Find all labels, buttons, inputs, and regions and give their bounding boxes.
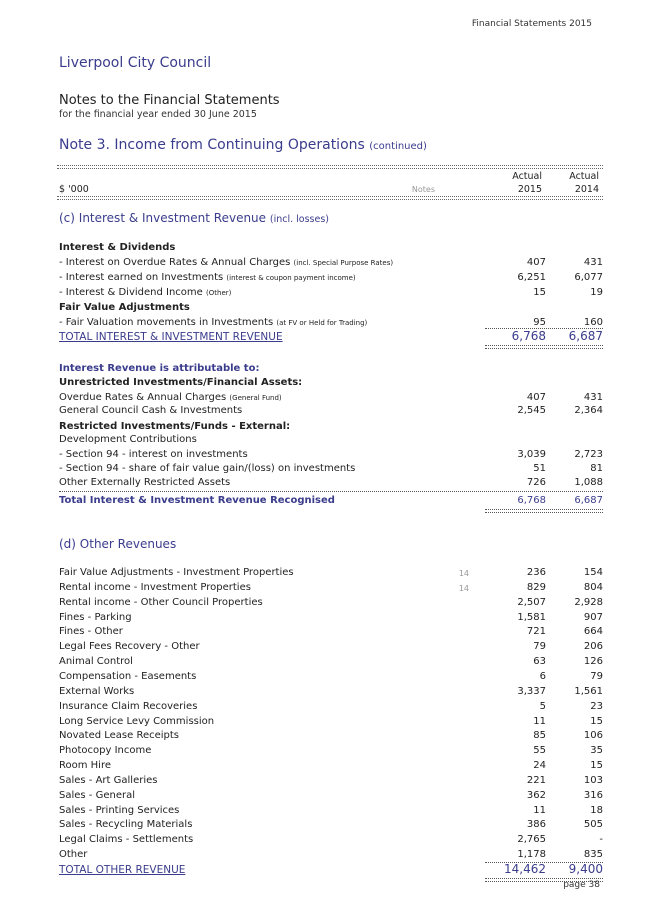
- table-row: [59, 463, 603, 477]
- total-other-2015: 14,462: [504, 862, 546, 876]
- value-2014: 1,561: [574, 685, 603, 697]
- recognised-double-rule-1: [485, 509, 545, 513]
- value-2014: 19: [590, 287, 603, 298]
- row-label: [59, 760, 111, 771]
- value-2014: 505: [583, 819, 603, 831]
- table-row: [59, 730, 603, 744]
- row-label-text: Interest & Dividends: [59, 242, 176, 253]
- value-2014: 804: [583, 581, 603, 593]
- row-label-text: Rental income - Other Council Properties: [59, 596, 263, 608]
- row-label-qualifier: (at FV or Held for Trading): [276, 319, 368, 327]
- row-label: [59, 582, 251, 593]
- value-2015: 55: [533, 745, 546, 757]
- row-label-text: Development Contributions: [59, 434, 197, 445]
- value-2015: 236: [526, 567, 546, 578]
- value-2015: 51: [533, 463, 546, 474]
- attribution-rule: [59, 491, 603, 492]
- table-row: [59, 449, 603, 463]
- value-2015: 6,251: [517, 272, 546, 283]
- row-label-text: Room Hire: [59, 760, 111, 772]
- table-row: [59, 257, 603, 271]
- table-row: [59, 582, 603, 596]
- table-row: [59, 671, 603, 685]
- row-label-qualifier: (incl. Special Purpose Rates): [293, 259, 394, 267]
- total-other-label: TOTAL OTHER REVENUE: [59, 864, 186, 876]
- row-label: [59, 302, 190, 313]
- row-label-text: Fair Value Adjustments - Investment Properties: [59, 567, 294, 578]
- row-label: [59, 641, 200, 652]
- section-c-title: [59, 211, 329, 225]
- value-2015: 407: [526, 257, 546, 268]
- row-label: [59, 272, 356, 283]
- section-c-title-text: (c) Interest & Investment Revenue: [59, 211, 267, 225]
- row-label: [59, 716, 214, 727]
- row-label-text: Fair Value Adjustments: [59, 302, 190, 313]
- row-label-text: Insurance Claim Recoveries: [59, 700, 198, 712]
- row-label-text: - Fair Valuation movements in Investments: [59, 317, 274, 328]
- section-d-title: (d) Other Revenues: [59, 537, 177, 551]
- table-row: [59, 641, 603, 655]
- table-row: [59, 421, 603, 435]
- row-label-text: - Interest on Overdue Rates & Annual Charges: [59, 257, 291, 268]
- row-label: [59, 317, 367, 328]
- row-label-text: Sales - General: [59, 789, 135, 801]
- row-label: [59, 790, 135, 801]
- value-2015: 1,178: [517, 849, 546, 861]
- col1-actual: Actual: [512, 171, 542, 182]
- value-2015: 3,337: [517, 685, 546, 697]
- value-2015: 721: [526, 626, 546, 638]
- total-interest-2015: 6,768: [511, 329, 546, 343]
- subtotal-rule-2: [546, 328, 603, 329]
- row-label-text: Overdue Rates & Annual Charges: [59, 392, 227, 403]
- notes-title: Notes to the Financial Statements: [59, 93, 280, 108]
- table-row: [59, 790, 603, 804]
- row-label-text: Other: [59, 849, 88, 861]
- value-2014: 18: [590, 804, 603, 816]
- table-row: [59, 656, 603, 670]
- col1-year: 2015: [517, 184, 542, 195]
- row-label-text: - Section 94 - interest on investments: [59, 449, 248, 460]
- row-label: [59, 805, 179, 816]
- row-label-text: Rental income - Investment Properties: [59, 581, 251, 593]
- value-2014: 907: [583, 611, 603, 623]
- row-label: [59, 257, 393, 268]
- value-2014: 126: [583, 656, 603, 668]
- row-label: [59, 392, 282, 403]
- row-label: [59, 686, 134, 697]
- table-row: [59, 805, 603, 819]
- value-2014: 316: [583, 789, 603, 801]
- value-2014: 431: [583, 392, 603, 403]
- value-2014: 79: [590, 670, 603, 682]
- subtotal-rule-1: [485, 328, 545, 329]
- row-label-text: - Interest & Dividend Income: [59, 287, 203, 298]
- table-row: [59, 377, 603, 391]
- table-row: [59, 434, 603, 448]
- row-label: [59, 477, 230, 488]
- table-row: [59, 701, 603, 715]
- row-label-text: Photocopy Income: [59, 745, 152, 757]
- row-label: [59, 463, 355, 474]
- value-2014: 15: [590, 715, 603, 727]
- table-row: [59, 363, 603, 377]
- value-2015: 2,765: [517, 834, 546, 846]
- row-label-text: General Council Cash & Investments: [59, 405, 243, 416]
- row-label: [59, 363, 259, 374]
- row-label: [59, 421, 290, 432]
- value-2014: 664: [583, 626, 603, 638]
- row-label-text: Legal Fees Recovery - Other: [59, 641, 200, 653]
- row-label-text: Sales - Art Galleries: [59, 774, 158, 786]
- total-interest-row: [59, 331, 603, 345]
- value-2014: 6,077: [574, 272, 603, 283]
- col2-year: 2014: [574, 184, 599, 195]
- row-label: [59, 834, 193, 845]
- row-label-text: Fines - Other: [59, 626, 123, 638]
- row-label: [59, 656, 133, 667]
- table-row: [59, 287, 603, 301]
- table-row: [59, 612, 603, 626]
- value-2014: 206: [583, 641, 603, 653]
- value-2015: 63: [533, 656, 546, 668]
- row-label: [59, 612, 132, 623]
- value-2015: 407: [526, 392, 546, 403]
- row-label: [59, 819, 192, 830]
- value-2015: 11: [533, 804, 546, 816]
- table-row: [59, 716, 603, 730]
- row-label: [59, 775, 157, 786]
- value-2015: 11: [533, 715, 546, 727]
- row-label: [59, 745, 151, 756]
- recognised-2015: 6,768: [517, 495, 546, 506]
- value-2014: 154: [583, 567, 603, 578]
- recognised-double-rule-2: [546, 509, 603, 513]
- row-label-text: External Works: [59, 685, 135, 697]
- row-label: [59, 377, 302, 388]
- table-row: [59, 242, 603, 256]
- table-row: [59, 477, 603, 491]
- value-2014: 81: [590, 463, 603, 474]
- value-2014: 431: [583, 257, 603, 268]
- row-label: [59, 597, 263, 608]
- table-row: [59, 686, 603, 700]
- value-2015: 829: [526, 581, 546, 593]
- total-double-rule-2: [546, 345, 603, 349]
- row-label-text: Long Service Levy Commission: [59, 715, 215, 727]
- total-interest-label: TOTAL INTEREST & INVESTMENT REVENUE: [59, 331, 283, 343]
- row-label: [59, 730, 179, 741]
- period-subtitle: for the financial year ended 30 June 2015: [59, 109, 257, 120]
- column-header-bottom-rule: [57, 196, 603, 200]
- table-row: [59, 405, 603, 419]
- total-interest-2014: 6,687: [568, 329, 603, 343]
- row-label: [59, 626, 123, 637]
- row-label: [59, 405, 242, 416]
- row-label-text: Fines - Parking: [59, 611, 132, 623]
- row-label-qualifier: (Other): [206, 289, 232, 297]
- section-c-title-suffix: (incl. losses): [269, 214, 329, 225]
- row-label: [59, 242, 175, 253]
- row-label-text: Compensation - Easements: [59, 670, 197, 682]
- value-2014: 1,088: [574, 477, 603, 488]
- recognised-row: [59, 495, 603, 509]
- row-label-text: Unrestricted Investments/Financial Assets:: [59, 377, 303, 388]
- value-2015: 386: [526, 819, 546, 831]
- value-2014: 15: [590, 760, 603, 772]
- row-label: [59, 287, 231, 298]
- recognised-2014: 6,687: [574, 495, 603, 506]
- row-label: [59, 701, 197, 712]
- total-other-2014: 9,400: [568, 862, 603, 876]
- row-label-text: - Interest earned on Investments: [59, 272, 224, 283]
- note-title-text: Note 3. Income from Continuing Operations: [59, 137, 365, 153]
- other-double-rule-1: [485, 878, 545, 882]
- row-label: [59, 434, 197, 445]
- row-label-text: Interest Revenue is attributable to:: [59, 363, 260, 374]
- recognised-label: Total Interest & Investment Revenue Recognised: [59, 495, 335, 506]
- value-2014: 103: [583, 774, 603, 786]
- row-label: [59, 449, 248, 460]
- row-label-text: Sales - Printing Services: [59, 804, 180, 816]
- page-number: page 38: [563, 880, 600, 890]
- row-note-ref: 14: [458, 569, 469, 578]
- table-row: [59, 302, 603, 316]
- value-2014: 23: [590, 700, 603, 712]
- value-2014: 106: [583, 730, 603, 742]
- note-title: [59, 137, 427, 153]
- unit-label: $ '000: [59, 184, 89, 195]
- row-label-text: Restricted Investments/Funds - External:: [59, 421, 291, 432]
- row-label-text: Animal Control: [59, 656, 133, 668]
- value-2014: 2,364: [574, 405, 603, 416]
- total-other-row: [59, 864, 603, 878]
- total-double-rule-1: [485, 345, 545, 349]
- value-2015: 24: [533, 760, 546, 772]
- value-2015: 5: [539, 700, 546, 712]
- value-2014: 2,928: [574, 596, 603, 608]
- row-label: [59, 849, 87, 860]
- value-2014: -: [599, 834, 603, 846]
- value-2015: 362: [526, 789, 546, 801]
- value-2015: 15: [533, 287, 546, 298]
- value-2014: 35: [590, 745, 603, 757]
- table-row: [59, 392, 603, 406]
- row-label-text: Legal Claims - Settlements: [59, 834, 194, 846]
- value-2015: 2,507: [517, 596, 546, 608]
- value-2014: 160: [583, 317, 603, 328]
- row-note-ref: 14: [458, 583, 469, 593]
- row-label-text: Other Externally Restricted Assets: [59, 477, 231, 488]
- table-row: [59, 760, 603, 774]
- row-label-qualifier: (General Fund): [229, 394, 282, 402]
- value-2015: 221: [526, 774, 546, 786]
- value-2015: 3,039: [517, 449, 546, 460]
- notes-column-label: Notes: [411, 185, 435, 194]
- row-label: [59, 567, 294, 578]
- table-row: [59, 819, 603, 833]
- table-row: [59, 626, 603, 640]
- row-label-qualifier: (interest & coupon payment income): [226, 274, 356, 282]
- value-2015: 1,581: [517, 611, 546, 623]
- value-2015: 85: [533, 730, 546, 742]
- table-row: [59, 567, 603, 581]
- table-row: [59, 834, 603, 848]
- table-row: [59, 272, 603, 286]
- row-label-text: Novated Lease Receipts: [59, 730, 180, 742]
- document-header: Financial Statements 2015: [471, 19, 592, 29]
- row-label: [59, 671, 196, 682]
- value-2014: 2,723: [574, 449, 603, 460]
- value-2014: 835: [583, 849, 603, 861]
- council-name: Liverpool City Council: [59, 55, 212, 71]
- value-2015: 79: [533, 641, 546, 653]
- table-row: [59, 745, 603, 759]
- col2-actual: Actual: [569, 171, 599, 182]
- value-2015: 95: [533, 317, 546, 328]
- table-row: [59, 597, 603, 611]
- row-label-text: Sales - Recycling Materials: [59, 819, 193, 831]
- value-2015: 726: [526, 477, 546, 488]
- value-2015: 2,545: [517, 405, 546, 416]
- table-row: [59, 775, 603, 789]
- note-title-suffix: (continued): [369, 141, 427, 152]
- row-label-text: - Section 94 - share of fair value gain/(loss) on investments: [59, 463, 356, 474]
- value-2015: 6: [539, 670, 546, 682]
- column-header-top-rule: [57, 165, 603, 169]
